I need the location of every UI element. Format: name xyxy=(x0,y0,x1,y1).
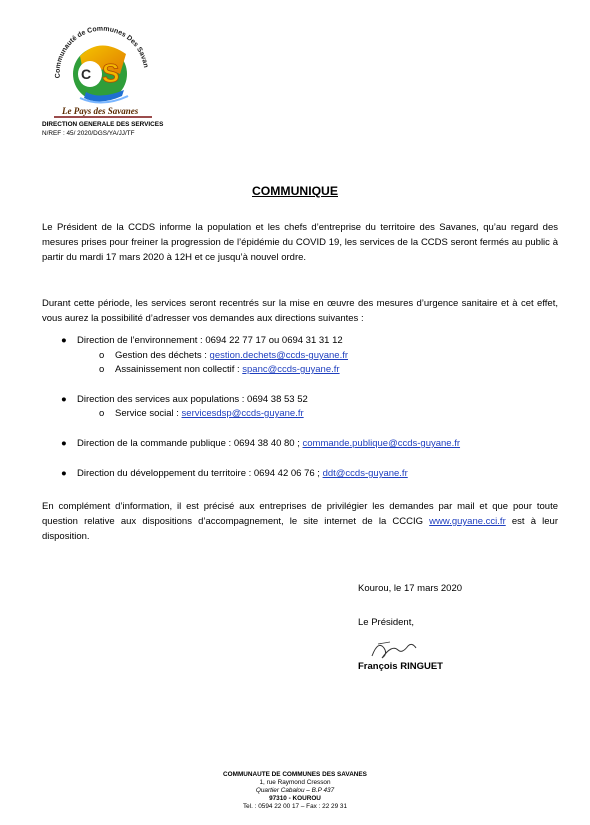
closing-paragraph xyxy=(42,499,558,544)
bullet-icon: ● xyxy=(61,438,67,449)
list-item xyxy=(61,334,343,348)
period-paragraph: Durant cette période, les services seront recentrés sur la mise en œuvre des mesures d’urgence sanitaire et à cet effet, vous aurez la possibilité d’adresser vos demandes aux directions suivantes : xyxy=(42,298,558,324)
logo-ring-text: Communauté de Communes Des Savan xyxy=(54,25,149,79)
list-item xyxy=(61,467,408,481)
circle-bullet-icon: o xyxy=(99,364,105,375)
direction-populations: Direction des services aux populations : 0694 38 53 52 xyxy=(77,394,308,405)
footer-address-1: 1, rue Raymond Cresson xyxy=(259,779,331,786)
bullet-icon: ● xyxy=(61,468,67,479)
closing-after: est à leur disposition. xyxy=(42,516,558,542)
handwritten-signature xyxy=(368,634,428,664)
list-item xyxy=(61,393,308,407)
list-item xyxy=(61,437,461,451)
svg-text:C: C xyxy=(81,66,92,82)
bullet-icon: ● xyxy=(61,394,67,405)
footer-address-2: Quartier Cabalou – B.P 437 xyxy=(255,787,335,794)
ccds-logo xyxy=(40,16,160,120)
email-link-commande[interactable]: commande.publique@ccds-guyane.fr xyxy=(302,438,461,449)
reference-number: N/REF : 45/ 2020/DGS/YA/JJ/TF xyxy=(42,130,135,137)
logo-tagline: Le Pays des Savanes xyxy=(62,106,139,116)
direction-label: DIRECTION GENERALE DES SERVICES xyxy=(42,121,164,128)
direction-developpement: Direction du développement du territoire : 0694 42 06 76 ; xyxy=(77,468,323,479)
footer-contact: Tel. : 0594 22 00 17 – Fax : 22 29 31 xyxy=(242,803,348,810)
website-link[interactable]: www.guyane.cci.fr xyxy=(429,516,506,527)
sub-label: Gestion des déchets : xyxy=(115,350,210,361)
email-link-dechets[interactable]: gestion.dechets@ccds-guyane.fr xyxy=(209,350,349,361)
footer-address-3: 97310 - KOUROU xyxy=(269,795,321,802)
email-link-ddt[interactable]: ddt@ccds-guyane.fr xyxy=(322,468,408,479)
place-date: Kourou, le 17 mars 2020 xyxy=(358,583,463,594)
closing-text: En complément d’information, il est précisé aux entreprises de privilégier les demandes par mail et que pour toute question relative aux dispositions d’accompagnement, le site internet de la CCCIG xyxy=(42,501,558,527)
email-link-servicesdsp[interactable]: servicesdsp@ccds-guyane.fr xyxy=(181,408,304,419)
list-item xyxy=(99,363,340,377)
signatory-name-text: François RINGUET xyxy=(358,661,443,672)
signatory-role: Le Président, xyxy=(358,617,414,628)
direction-environnement: Direction de l’environnement : 0694 22 77 17 ou 0694 31 31 12 xyxy=(77,335,343,346)
document-title: COMMUNIQUE xyxy=(252,184,338,198)
intro-paragraph: Le Président de la CCDS informe la population et les chefs d’entreprise du territoire des Savanes, qu’au regard des mesures prises pour freiner la progression de l’épidémie du COVID 19, les services de la CCDS seront fermés au public à partir du mardi 17 mars 2020 à 12H et ce jusqu’à nouvel ordre. xyxy=(42,222,558,263)
svg-text:S: S xyxy=(102,58,120,88)
sub-label: Assainissement non collectif : xyxy=(115,364,243,375)
email-link-spanc[interactable]: spanc@ccds-guyane.fr xyxy=(242,364,340,375)
circle-bullet-icon: o xyxy=(99,350,105,361)
bullet-icon: ● xyxy=(61,335,67,346)
circle-bullet-icon: o xyxy=(99,408,105,419)
direction-commande: Direction de la commande publique : 0694 38 40 80 ; xyxy=(77,438,303,449)
list-item xyxy=(99,349,349,363)
signatory-name xyxy=(358,661,443,672)
footer-org: COMMUNAUTE DE COMMUNES DES SAVANES xyxy=(223,771,367,778)
sub-label: Service social : xyxy=(115,408,182,419)
list-item xyxy=(99,407,304,421)
